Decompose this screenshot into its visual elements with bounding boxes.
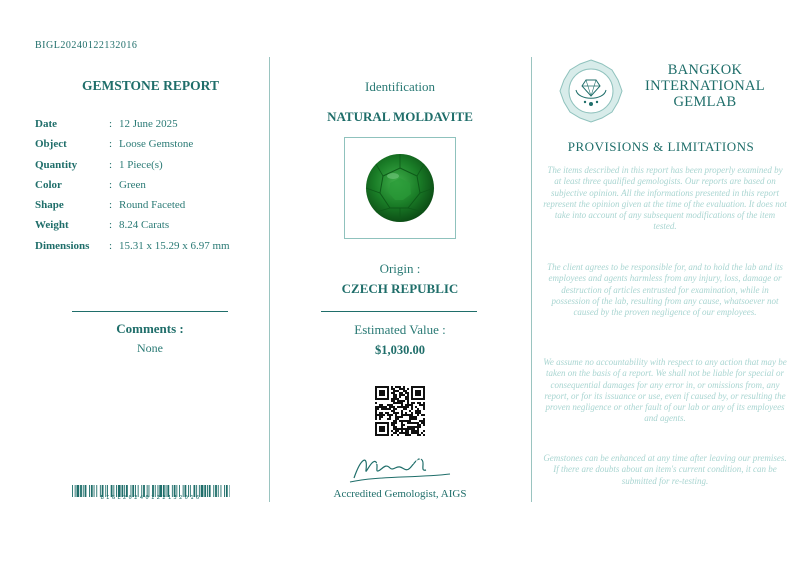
provision-paragraph-2: The client agrees to be responsible for, and to hold the lab and its employees and agents harmless from any injury, loss, damage or destruction of articles entrusted for examination, while in possession of the lab, resulting from any cause, whatsoever not caused by the proven negligence of our employees. bbox=[547, 262, 783, 318]
detail-row-date bbox=[35, 118, 275, 138]
detail-label: Weight bbox=[35, 219, 69, 232]
detail-label: Object bbox=[35, 138, 67, 151]
report-id: BIGL20240122132016 bbox=[35, 40, 138, 51]
origin-value: CZECH REPUBLIC bbox=[341, 281, 459, 296]
signature bbox=[346, 448, 456, 488]
lab-seal-icon bbox=[559, 59, 623, 123]
detail-label: Shape bbox=[35, 199, 64, 212]
detail-label: Dimensions bbox=[35, 239, 90, 252]
detail-row-dimensions bbox=[35, 240, 275, 260]
barcode-text: BIGL20240122132016 bbox=[100, 495, 202, 501]
detail-value: 1 Piece(s) bbox=[119, 158, 163, 171]
detail-separator: : bbox=[109, 158, 113, 171]
detail-row-shape bbox=[35, 199, 275, 219]
detail-value: Loose Gemstone bbox=[119, 138, 194, 151]
detail-separator: : bbox=[109, 199, 113, 212]
lab-name bbox=[635, 62, 775, 110]
detail-value: 12 June 2025 bbox=[119, 118, 178, 130]
detail-separator: : bbox=[109, 219, 113, 232]
detail-separator: : bbox=[109, 118, 113, 130]
provision-paragraph-4: Gemstones can be enhanced at any time after leaving our premises. If there are doubts about an item's current condition, it can be submitted for re-testing. bbox=[543, 453, 787, 486]
gem-name: NATURAL MOLDAVITE bbox=[327, 109, 473, 124]
comments-label: Comments : bbox=[116, 321, 184, 336]
lab-name-line: BANGKOK bbox=[667, 62, 743, 78]
comments-value: None bbox=[137, 341, 163, 355]
provision-paragraph-1: The items described in this report has been properly examined by at least three qualified gemologists. Our reports are based on subjective opinion. All the informations presented in this report represent the opinion given at the time of the evaluation. It does not take into account of any subsequent modifications of the item tested. bbox=[543, 165, 787, 232]
detail-row-object bbox=[35, 138, 275, 158]
detail-value: 15.31 x 15.29 x 6.97 mm bbox=[119, 239, 230, 252]
detail-value: Round Faceted bbox=[119, 199, 186, 212]
detail-separator: : bbox=[109, 178, 113, 191]
origin-label: Origin : bbox=[379, 261, 421, 276]
identification-column bbox=[270, 0, 530, 565]
comments-rule bbox=[72, 311, 228, 312]
signatory-label: Accredited Gemologist, AIGS bbox=[333, 488, 467, 500]
detail-separator: : bbox=[109, 239, 113, 252]
provisions-title: PROVISIONS & LIMITATIONS bbox=[567, 139, 755, 154]
gem-photo-frame bbox=[344, 137, 456, 239]
gem-image bbox=[345, 138, 455, 238]
detail-separator: : bbox=[109, 138, 113, 151]
detail-label: Color bbox=[35, 178, 62, 191]
detail-value: Green bbox=[119, 178, 146, 191]
lab-name-line: INTERNATIONAL bbox=[645, 78, 765, 94]
detail-row-quantity bbox=[35, 159, 275, 179]
lab-logo bbox=[559, 59, 623, 123]
signature-text: Hashent bbox=[376, 454, 423, 467]
provisions-column bbox=[531, 0, 800, 565]
detail-row-color bbox=[35, 179, 275, 199]
details-list bbox=[35, 118, 275, 260]
detail-row-weight bbox=[35, 219, 275, 239]
identification-label: Identification bbox=[364, 79, 436, 94]
detail-label: Date bbox=[35, 118, 57, 130]
provision-paragraph-3: We assume no accountability with respect to any action that may be taken on the basis of a report. We shall not be liable for special or consequential damages for any error in, or omissions from, any report, or for its issuance or use, even if caused by, or resulting the proven negligence or other fault of our lab or any of its employees and agents. bbox=[543, 357, 787, 424]
detail-value: 8.24 Carats bbox=[119, 219, 170, 232]
qr-code bbox=[375, 386, 425, 436]
detail-label: Quantity bbox=[35, 158, 78, 171]
report-title: GEMSTONE REPORT bbox=[82, 78, 219, 93]
lab-name-line: GEMLAB bbox=[673, 94, 737, 110]
estimated-value-amount: $1,030.00 bbox=[375, 343, 425, 357]
value-rule bbox=[321, 311, 477, 312]
estimated-value-label: Estimated Value : bbox=[354, 322, 446, 337]
